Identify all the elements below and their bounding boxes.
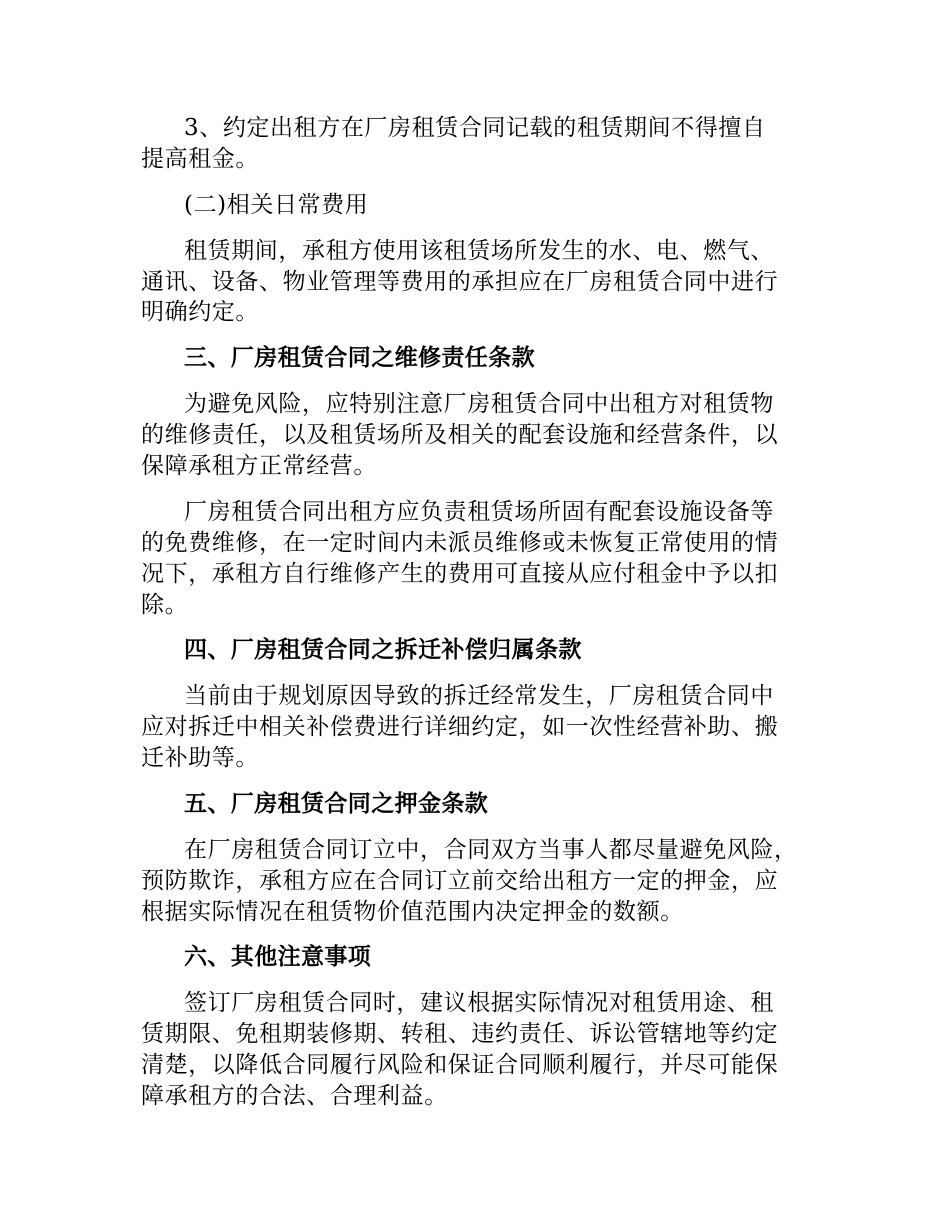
paragraph-line: 明确约定。: [141, 299, 259, 325]
paragraph-line: 根据实际情况在租赁物价值范围内决定押金的数额。: [141, 899, 684, 925]
subheading: (二)相关日常费用: [184, 192, 369, 218]
paragraph-line: 迁补助等。: [141, 745, 259, 771]
paragraph-line: 的维修责任，以及租赁场所及相关的配套设施和经营条件，以: [141, 422, 779, 448]
section-heading-3: 三、厂房租赁合同之维修责任条款: [184, 345, 535, 371]
paragraph-line: 障承租方的合法、合理利益。: [141, 1083, 448, 1109]
paragraph-line: 通讯、设备、物业管理等费用的承担应在厂房租赁合同中进行: [141, 269, 779, 295]
paragraph-line: 租赁期间，承租方使用该租赁场所发生的水、电、燃气、: [184, 238, 774, 264]
paragraph-line: 提高租金。: [141, 146, 259, 172]
section-heading-6: 六、其他注意事项: [184, 944, 372, 970]
section-heading-4: 四、厂房租赁合同之拆迁补偿归属条款: [184, 637, 582, 663]
paragraph-line: 应对拆迁中相关补偿费进行详细约定，如一次性经营补助、搬: [141, 714, 779, 740]
paragraph-line: 为避免风险，应特别注意厂房租赁合同中出租方对租赁物: [184, 391, 774, 417]
paragraph-line: 厂房租赁合同出租方应负责租赁场所固有配套设施设备等: [184, 499, 774, 525]
paragraph-line: 当前由于规划原因导致的拆迁经常发生，厂房租赁合同中: [184, 683, 774, 709]
paragraph-line: 赁期限、免租期装修期、转租、违约责任、诉讼管辖地等约定: [141, 1021, 779, 1047]
paragraph-line: 除。: [141, 592, 189, 618]
paragraph-line: 况下，承租方自行维修产生的费用可直接从应付租金中予以扣: [141, 561, 779, 587]
section-heading-5: 五、厂房租赁合同之押金条款: [184, 791, 489, 817]
paragraph-line: 的免费维修，在一定时间内未派员维修或未恢复正常使用的情: [141, 530, 779, 556]
paragraph-line: 3、约定出租方在厂房租赁合同记载的租赁期间不得擅自: [184, 115, 766, 141]
paragraph-line: 签订厂房租赁合同时，建议根据实际情况对租赁用途、租: [184, 990, 774, 1016]
paragraph-line: 保障承租方正常经营。: [141, 453, 377, 479]
paragraph-line: 在厂房租赁合同订立中，合同双方当事人都尽量避免风险，: [184, 837, 798, 863]
paragraph-line: 清楚，以降低合同履行风险和保证合同顺利履行，并尽可能保: [141, 1052, 779, 1078]
paragraph-line: 预防欺诈，承租方应在合同订立前交给出租方一定的押金，应: [141, 868, 779, 894]
